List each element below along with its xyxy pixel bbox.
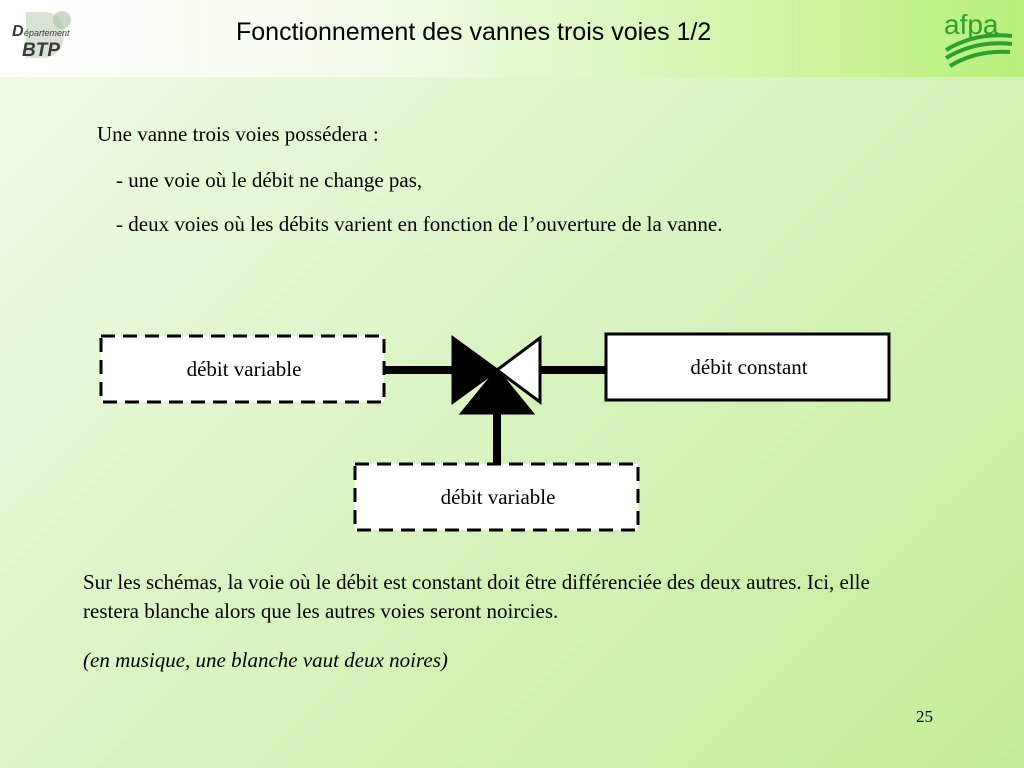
left-box-label: débit variable <box>186 357 302 381</box>
svg-text:épartement: épartement <box>24 28 70 38</box>
svg-text:D: D <box>12 23 24 40</box>
intro-line-1: Une vanne trois voies possédera : <box>97 122 379 146</box>
svg-text:BTP: BTP <box>22 40 60 61</box>
explanation-text: Sur les schémas, la voie où le débit est constant doit être différenciée des deux autres. Ici, elle restera blanche alors que les autres voies seront noircies. <box>83 570 870 623</box>
music-note-text: (en musique, une blanche vaut deux noires) <box>83 648 448 672</box>
right-box-label: débit constant <box>690 355 808 379</box>
svg-text:afpa: afpa <box>944 9 999 40</box>
bottom-box-label: débit variable <box>440 485 556 509</box>
intro-line-3: - deux voies où les débits varient en fonction de l’ouverture de la vanne. <box>116 212 723 236</box>
page-number: 25 <box>916 707 933 726</box>
intro-line-2: - une voie où le débit ne change pas, <box>116 168 423 192</box>
page-title: Fonctionnement des vannes trois voies 1/2 <box>236 18 712 46</box>
